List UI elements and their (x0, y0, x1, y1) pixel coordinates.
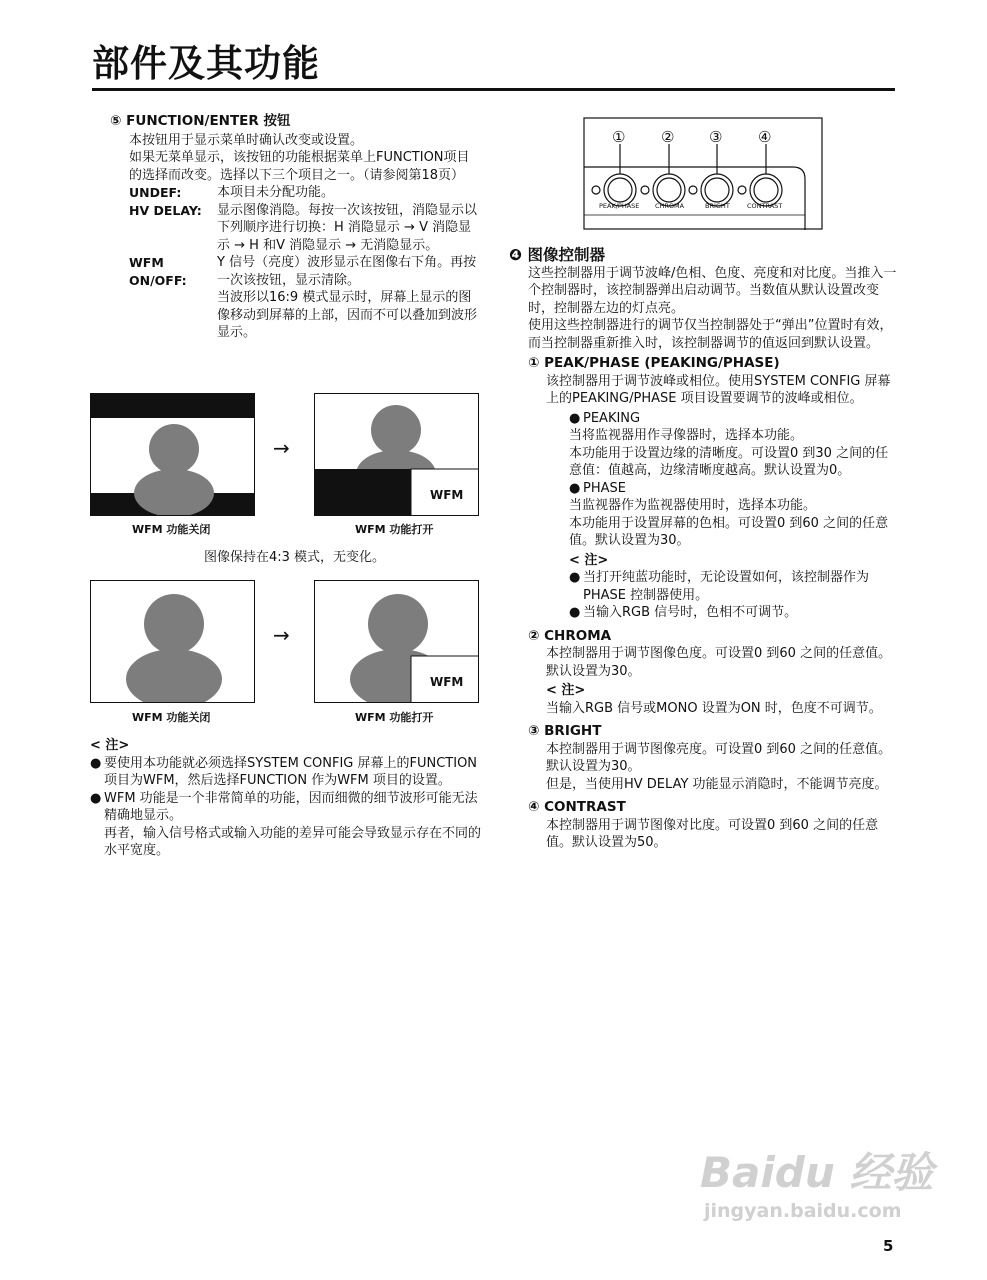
wfm-notes (90, 737, 482, 860)
peak-phase-p: 该控制器用于调节波峰或相位。使用SYSTEM CONFIG 屏幕上的PEAKING/PHASE 项目设置要调节的波峰或相位。 (546, 373, 891, 406)
figure-wfm-on-4-3 (314, 580, 479, 703)
bullet: ● (90, 755, 102, 771)
undef-def: 本项目未分配功能。 (217, 185, 335, 200)
wfm-def-2: 当波形以16:9 模式显示时，屏幕上显示的图像移动到屏幕的上部，因而不可以叠加到波形显示。 (217, 290, 478, 340)
figure-wfm-off-16-9 (90, 393, 255, 516)
phase-item (569, 480, 899, 498)
note-item-1 (90, 755, 482, 790)
watermark-logo: Baidu 经验 (700, 1148, 934, 1197)
bullet: ● (569, 480, 581, 496)
function-enter-section (110, 113, 482, 342)
fig2-caption-on: WFM 功能打开 (355, 711, 434, 724)
page-title: 部件及其功能 (92, 42, 320, 85)
peaking-p1: 当将监视器用作寻像器时，选择本功能。 (569, 428, 804, 443)
bright-heading: ③ BRIGHT (528, 723, 602, 739)
wfm-term: WFM ON/OFF: (129, 255, 187, 288)
function-enter-heading: ⑤ FUNCTION/ENTER 按钮 (110, 113, 291, 129)
panel-label-chroma: CHROMA (655, 202, 685, 210)
chroma-note: 当输入RGB 信号或MONO 设置为ON 时，色度不可调节。 (546, 700, 882, 716)
undef-term: UNDEF: (129, 185, 182, 200)
image-controls-p2: 使用这些控制器进行的调节仅当控制器处于“弹出”位置时有效，而当控制器重新推入时，该控制器调节的值返回到默认设置。 (528, 318, 893, 351)
peak-phase-heading: ① PEAK/PHASE (PEAKING/PHASE) (528, 355, 780, 371)
peak-note-1: 当打开纯蓝功能时，无论设置如何，该控制器作为PHASE 控制器使用。 (583, 570, 870, 603)
undef-item (129, 184, 482, 202)
title-rule (92, 88, 895, 91)
panel-label-peak-phase: PEAK/PHASE (599, 202, 640, 210)
bullet: ● (569, 570, 581, 585)
panel-number-1: ① (612, 128, 626, 146)
panel-label-contrast: CONTRAST (747, 202, 783, 210)
chroma-heading: ② CHROMA (528, 627, 612, 644)
panel-number-3: ③ (709, 128, 723, 146)
fig1-caption-off: WFM 功能关闭 (132, 523, 211, 536)
contrast-heading: ④ CONTRAST (528, 799, 626, 815)
chroma-p: 本控制器用于调节图像色度。可设置0 到60 之间的任意值。默认设置为30。 (546, 646, 892, 679)
hv-delay-term: HV DELAY: (129, 202, 202, 218)
hv-delay-item (129, 202, 482, 255)
contrast-p: 本控制器用于调节图像对比度。可设置0 到60 之间的任意值。默认设置为50。 (546, 817, 879, 850)
peak-note-item-2 (569, 604, 899, 622)
phase-p2: 本功能用于设置屏幕的色相。可设置0 到60 之间的任意值。默认设置为30。 (569, 515, 889, 548)
arrow-2: → (273, 623, 290, 647)
wfm-label-2: WFM (430, 675, 464, 689)
peak-note-item-1 (569, 569, 899, 604)
mid-caption: 图像保持在4:3 模式，无变化。 (204, 550, 386, 565)
wfm-label-1: WFM (430, 488, 464, 502)
peaking-label: PEAKING (583, 410, 641, 426)
bullet: ● (569, 410, 581, 426)
peak-note-heading: < 注> (569, 552, 609, 568)
bright-p2: 但是，当使用HV DELAY 功能显示消隐时，不能调节亮度。 (546, 776, 888, 792)
note-2b: 再者，输入信号格式或输入功能的差异可能会导致显示存在不同的水平宽度。 (104, 825, 482, 858)
figure-wfm-on-16-9 (314, 393, 479, 516)
image-controls-section (509, 247, 899, 852)
phase-label: PHASE (583, 480, 626, 496)
wfm-item (129, 254, 482, 342)
figure-wfm-off-4-3 (90, 580, 255, 703)
arrow-1: → (273, 436, 290, 460)
function-enter-p2: 如果无菜单显示，该按钮的功能根据菜单上FUNCTION项目的选择而改变。选择以下三个项目之一。（请参阅第18页） (129, 150, 470, 183)
bullet: ● (90, 790, 102, 806)
wfm-def-1: Y 信号（亮度）波形显示在图像右下角。再按一次该按钮，显示清除。 (217, 255, 477, 288)
fig1-caption-on: WFM 功能打开 (355, 523, 434, 536)
panel-number-2: ② (661, 128, 675, 146)
hv-delay-def: 显示图像消隐。每按一次该按钮，消隐显示以下列顺序进行切换：H 消隐显示 → V 消隐显示 → H 和V 消隐显示 → 无消隐显示。 (217, 202, 478, 253)
notes-heading: < 注> (90, 738, 130, 753)
panel-number-4: ④ (758, 128, 772, 146)
image-controls-p1: 这些控制器用于调节波峰/色相、色度、亮度和对比度。当推入一个控制器时，该控制器弹出启动调节。当数值从默认设置改变时，控制器左边的灯点亮。 (528, 265, 897, 316)
function-enter-p1: 本按钮用于显示菜单时确认改变或设置。 (129, 132, 364, 148)
note-1: 要使用本功能就必须选择SYSTEM CONFIG 屏幕上的FUNCTION 项目为WFM，然后选择FUNCTION 作为WFM 项目的设置。 (104, 755, 478, 788)
watermark-url: jingyan.baidu.com (704, 1200, 902, 1222)
bullet: ● (569, 605, 581, 620)
chroma-note-heading: < 注> (546, 683, 586, 698)
note-2: WFM 功能是一个非常简单的功能，因而细微的细节波形可能无法精确地显示。 (104, 790, 478, 823)
image-controls-heading: ❹ 图像控制器 (509, 246, 606, 264)
bright-p1: 本控制器用于调节图像亮度。可设置0 到60 之间的任意值。默认设置为30。 (546, 741, 892, 774)
phase-p1: 当监视器作为监视器使用时，选择本功能。 (569, 498, 817, 513)
peak-note-2: 当输入RGB 信号时，色相不可调节。 (583, 605, 798, 620)
peaking-item (569, 410, 899, 428)
peaking-p2: 本功能用于设置边缘的清晰度。可设置0 到30 之间的任意值：值越高，边缘清晰度越高。默认设置为0。 (569, 445, 889, 478)
page-number: 5 (883, 1237, 894, 1255)
note-item-2 (90, 790, 482, 860)
fig2-caption-off: WFM 功能关闭 (132, 711, 211, 724)
panel-label-bright: BRIGHT (705, 202, 730, 210)
control-panel-figure (583, 117, 823, 230)
